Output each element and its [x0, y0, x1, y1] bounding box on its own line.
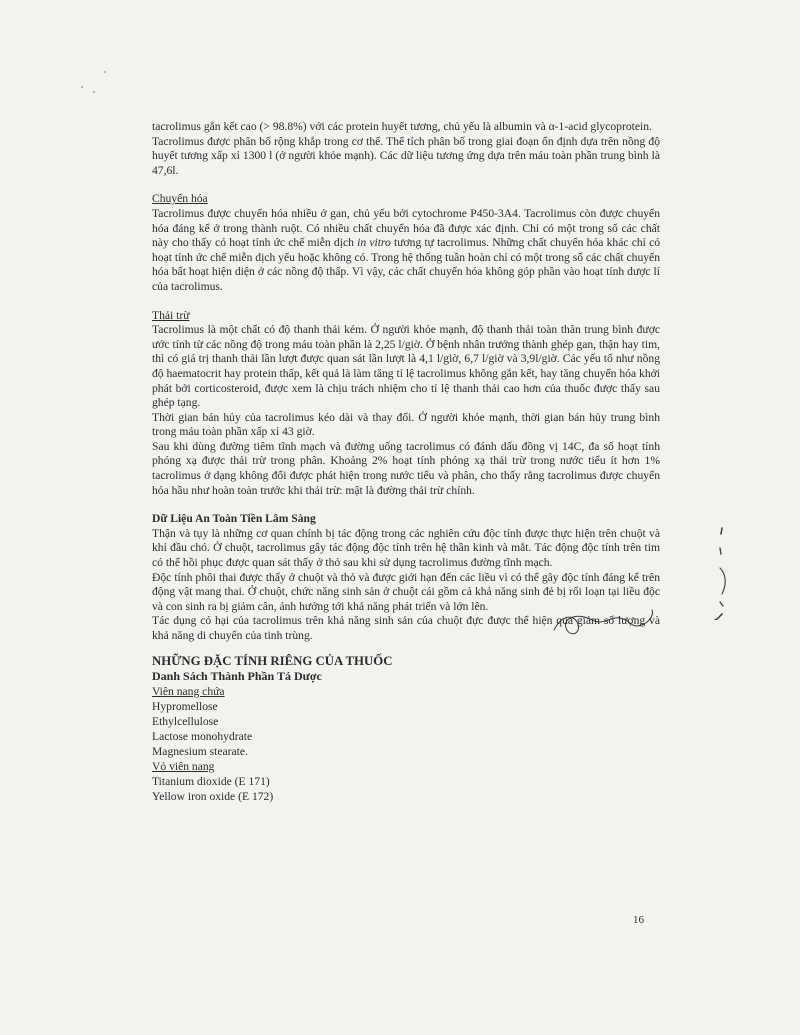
heading-capsule-shell: Vỏ viên nang [152, 759, 215, 773]
metabolism-text-start: Tacrolimus được chuyển hóa nhiều ở gan, chủ yếu bởi cytochrome P450-3A4. Tacrolimus còn được chuyển hóa đáng kể ở trong thành ruột. Có nhiều chất chuyển hóa đã được xác định. Chỉ có một trong số các chất này cho thấy có hoạt tính ức chế miễn dịch [152, 206, 660, 250]
heading-metabolism: Chuyển hóa [152, 192, 208, 206]
margin-pen-marks [700, 520, 740, 620]
page-number: 16 [633, 914, 644, 926]
document-body [152, 120, 660, 804]
shell-item: Titanium dioxide (E 171) [152, 774, 270, 788]
paragraph-elimination-radioactivity: Sau khi dùng đường tiêm tĩnh mạch và đường uống tacrolimus có đánh dấu đồng vị 14C, đa số hoạt tính phóng xạ được thải trừ trong phân. Khoảng 2% hoạt tính phóng xạ thải trừ trong nước tiểu ít hơn 1% tacrolimus ở dạng không đổi được phát hiện trong nước tiểu và phân, cho thấy rằng tacrolimus được chuyển hóa hầu như hoàn toàn trước khi thải trừ: mật là đường thải trừ chính. [152, 439, 660, 497]
paragraph-protein-binding: tacrolimus gắn kết cao (> 98.8%) với các protein huyết tương, chủ yếu là albumin và α-1-acid glycoprotein. [152, 120, 652, 133]
scan-speck [93, 91, 95, 93]
excipient-item: Hypromellose [152, 699, 218, 713]
scan-speck [81, 86, 83, 88]
paragraph-metabolism [152, 207, 660, 295]
heading-excipients: Danh Sách Thành Phần Tá Dược [152, 668, 322, 683]
paragraph-elimination-half-life: Thời gian bán hủy của tacrolimus kéo dài và thay đổi. Ở người khỏe mạnh, thời gian bán hủy trung bình trong máu toàn phần xấp xỉ 43 giờ. [152, 410, 660, 439]
paragraph-distribution: Tacrolimus được phân bố rộng khắp trong cơ thể. Thể tích phân bố trong giai đoạn ổn định dựa trên nồng độ huyết tương xấp xỉ 1300 l (ở người khỏe mạnh). Các dữ liệu tương ứng dựa trên máu toàn phần trung bình là 47,6l. [152, 134, 660, 177]
excipient-item: Lactose monohydrate [152, 729, 253, 743]
paragraph-elimination-clearance: Tacrolimus là một chất có độ thanh thải kém. Ở người khỏe mạnh, độ thanh thải toàn thân trung bình được ước tính từ các nồng độ trong máu toàn phần là 2,25 l/giờ. Ở bệnh nhân trưởng thành ghép gan, thận hay tim, thì có giá trị thanh thải lần lượt được quan sát lần lượt là 4,1 l/giờ, 6,7 l/giờ và 3,9l/giờ. Các yếu tố như nồng độ haematocrit hay protein thấp, kết quả là làm tăng tỉ lệ tacrolimus không gắn kết, hay tăng chuyển hóa khởi phát bởi corticosteroid, được xem là chịu trách nhiệm cho tỉ lệ thanh thải cao hơn của thuốc được thấy sau ghép tạng. [152, 323, 660, 410]
paragraph-preclinical-embryo: Độc tính phôi thai được thấy ở chuột và thỏ và được giới hạn đến các liều vì có thể gây độc tính đáng kể trên động vật mang thai. Ở chuột, chức năng sinh sản ở chuột cái gồm cả khả năng sinh đẻ bị rối loạn tại liều độc và con sinh ra bị giảm cân, ảnh hưởng tới khả năng phát triển và lớn lên. [152, 570, 660, 613]
excipient-item: Ethylcellulose [152, 714, 219, 728]
metabolism-text-italic: in vitro [357, 236, 391, 250]
paragraph-preclinical-organs: Thận và tụy là những cơ quan chính bị tác động trong các nghiên cứu độc tính được thực hiện trên chuột và khỉ đầu chó. Ở chuột, tacrolimus gây tác động độc tính trên hệ thần kinh và mắt. Tác động độc tính trên tim có thể hồi phục được quan sát thấy ở thỏ sau khi sử dụng tacrolimus đường tĩnh mạch. [152, 526, 660, 570]
heading-pharmaceutical-particulars: NHỮNG ĐẶC TÍNH RIÊNG CỦA THUỐC [152, 653, 393, 668]
shell-item: Yellow iron oxide (E 172) [152, 789, 274, 803]
excipient-item: Magnesium stearate. [152, 744, 248, 758]
paragraph-preclinical-fertility: Tác dụng có hại của tacrolimus trên khả năng sinh sản của chuột đực được thể hiện qua giảm số lượng và khả năng di chuyển của tinh trùng. [152, 614, 660, 642]
heading-elimination: Thải trừ [152, 308, 190, 322]
heading-capsule-content: Viên nang chứa [152, 684, 225, 698]
heading-preclinical-safety: Dữ Liệu An Toàn Tiền Lâm Sàng [152, 512, 316, 526]
scan-speck [104, 71, 106, 73]
metabolism-text-end: tương tự tacrolimus. Những chất chuyển hóa khác chỉ có hoạt tính ức chế miễn dịch yếu hoặc không có. Trong hệ thống tuần hoàn chỉ có một trong số các chất chuyển hóa bất hoạt hiện diện ở các nồng độ thấp. Vì vậy, các chất chuyển hóa không góp phần vào hoạt tính dược lí của tacrolimus. [152, 236, 661, 293]
